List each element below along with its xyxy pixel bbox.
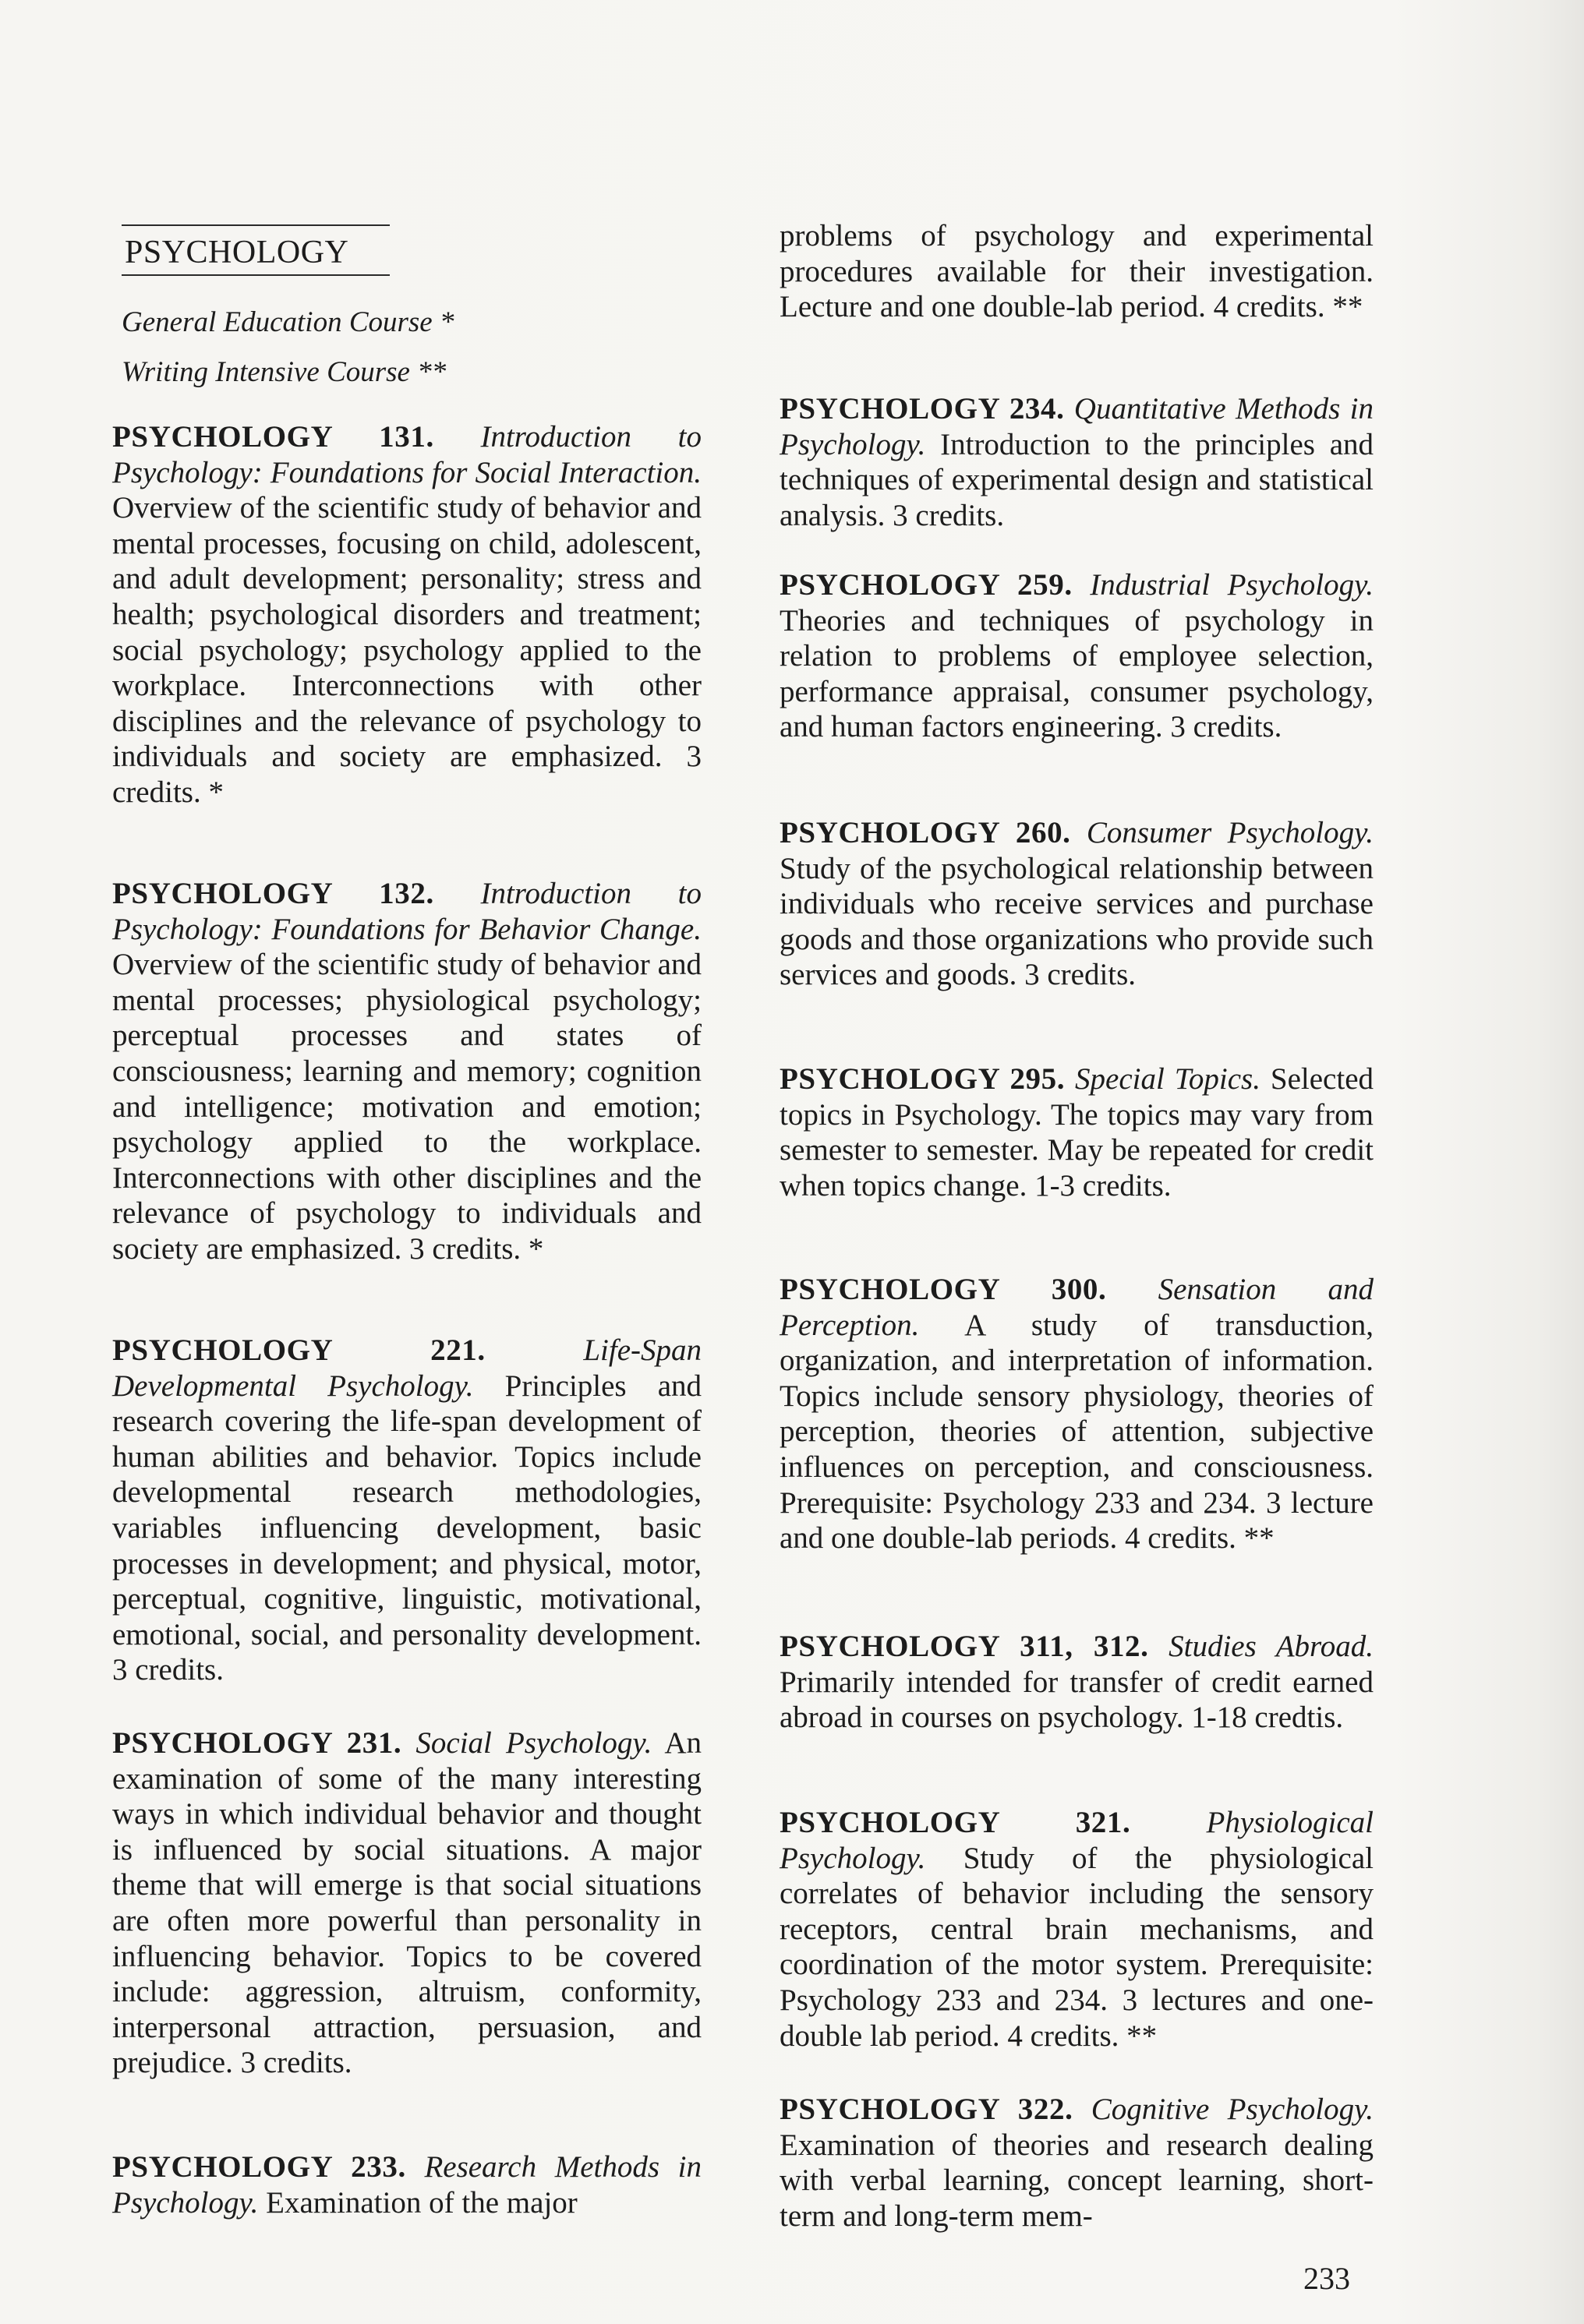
course-code: PSYCHOLOGY 234. [780, 392, 1065, 426]
course-description: Primarily intended for transfer of credit earned abroad in courses on psychology. 1-18 credtis. [780, 1665, 1374, 1735]
course-title: Introduction to Psychology: Foundations for Social Interaction. [112, 420, 702, 489]
course-description: Principles and research covering the life-span development of human abilities and behavior. Topics include developmental research methodologies, variables influencing development, basic processes in development; and physical, motor, perceptual, cognitive, linguistic, motivational, emotional, social, and personality development. 3 credits. [112, 1369, 702, 1687]
course-description: Overview of the scientific study of behavior and mental processes, focusing on child, adolescent, and adult development; personality; stress and health; psychological disorders and treatment; social psychology; psychology applied to the workplace. Interconnections with other disciplines and the relevance of psychology to individuals and society are emphasized. 3 credits. * [112, 491, 702, 809]
course-code: PSYCHOLOGY 221. [112, 1333, 486, 1367]
course-description: A study of transduction, organization, and interpretation of information. Topics include sensory physiology, theories of perception, theories of attention, subjective influences on perception, and consciousness. Prerequisite: Psychology 233 and 234. 3 lecture and one double-lab periods. 4 credits. ** [780, 1308, 1374, 1556]
course-entry-300 [780, 1272, 1374, 1556]
course-entry-231 [112, 1725, 702, 2081]
course-entry-322 [780, 2092, 1374, 2234]
course-entry-233-continued [780, 218, 1374, 325]
course-entry-295 [780, 1061, 1374, 1203]
course-title: Life-Span Developmental Psychology. [112, 1333, 702, 1403]
course-title: Consumer Psychology. [1086, 816, 1374, 849]
course-entry-221 [112, 1333, 702, 1688]
course-code: PSYCHOLOGY 260. [780, 816, 1071, 849]
course-entry-260 [780, 815, 1374, 993]
course-code: PSYCHOLOGY 233. [112, 2150, 406, 2184]
course-description: Introduction to the principles and techniques of experimental design and statistical analysis. 3 credits. [780, 427, 1374, 532]
course-entry-311-312 [780, 1629, 1374, 1736]
course-code: PSYCHOLOGY 300. [780, 1273, 1107, 1306]
course-entry-234 [780, 391, 1374, 533]
course-code: PSYCHOLOGY 322. [780, 2093, 1073, 2126]
course-code: PSYCHOLOGY 131. [112, 420, 434, 454]
course-entry-132 [112, 876, 702, 1267]
course-entry-321 [780, 1805, 1374, 2054]
course-title: Studies Abroad. [1169, 1630, 1374, 1663]
course-entry-131 [112, 419, 702, 811]
section-title: PSYCHOLOGY [125, 235, 349, 270]
course-description: An examination of some of the many interesting ways in which individual behavior and thought is influenced by social situations. A major theme that will emerge is that social situations are often more powerful than personality in influencing behavior. Topics to be covered include: aggression, altruism, conformity, interpersonal attraction, persuasion, and prejudice. 3 credits. [112, 1726, 702, 2080]
course-code: PSYCHOLOGY 231. [112, 1726, 402, 1760]
course-code: PSYCHOLOGY 295. [780, 1062, 1066, 1096]
course-description: Study of the psychological relationship between individuals who receive services and purchase goods and those organizations who provide such services and goods. 3 credits. [780, 851, 1374, 992]
course-title: Research Methods in Psychology. [112, 2150, 702, 2220]
course-code: PSYCHOLOGY 321. [780, 1806, 1131, 1839]
course-description: problems of psychology and experimental procedures available for their investigation. Lecture and one double-lab period. 4 credits. ** [780, 219, 1374, 324]
course-code: PSYCHOLOGY 259. [780, 568, 1073, 602]
course-title: Cognitive Psychology. [1091, 2093, 1374, 2126]
course-description: Examination of the major [266, 2185, 578, 2220]
course-title: Sensation and Perception. [780, 1273, 1374, 1342]
course-description: Examination of theories and research dealing with verbal learning, concept learning, short-term and long-term mem- [780, 2128, 1374, 2233]
writing-intensive-note: Writing Intensive Course ** [122, 356, 447, 388]
course-description: Study of the physiological correlates of behavior including the sensory receptors, central brain mechanisms, and coordination of the motor system. Prerequisite: Psychology 233 and 234. 3 lectures and one-double lab period. 4 credits. ** [780, 1841, 1374, 2053]
course-description: Overview of the scientific study of behavior and mental processes; physiological psychology; perceptual processes and states of consciousness; learning and memory; cognition and intelligence; motivation and emotion; psychology applied to the workplace. Interconnections with other disciplines and the relevance of psychology to individuals and society are emphasized. 3 credits. * [112, 948, 702, 1266]
section-header [122, 224, 390, 276]
general-education-note: General Education Course * [122, 306, 454, 338]
course-title: Physiological Psychology. [780, 1806, 1374, 1875]
course-entry-233 [112, 2149, 702, 2220]
course-code: PSYCHOLOGY 132. [112, 877, 434, 910]
page-number: 233 [1303, 2261, 1350, 2296]
course-title: Quantitative Methods in Psychology. [780, 392, 1374, 461]
course-title: Social Psychology. [415, 1726, 652, 1760]
course-description: Selected topics in Psychology. The topics may vary from semester to semester. May be repeated for credit when topics change. 1-3 credits. [780, 1062, 1374, 1203]
course-entry-259 [780, 567, 1374, 745]
course-title: Introduction to Psychology: Foundations for Behavior Change. [112, 877, 702, 946]
course-title: Special Topics. [1075, 1062, 1260, 1096]
course-title: Industrial Psychology. [1090, 568, 1374, 602]
course-description: Theories and techniques of psychology in relation to problems of employee selection, performance appraisal, consumer psychology, and human factors engineering. 3 credits. [780, 603, 1374, 744]
course-code: PSYCHOLOGY 311, 312. [780, 1630, 1149, 1663]
